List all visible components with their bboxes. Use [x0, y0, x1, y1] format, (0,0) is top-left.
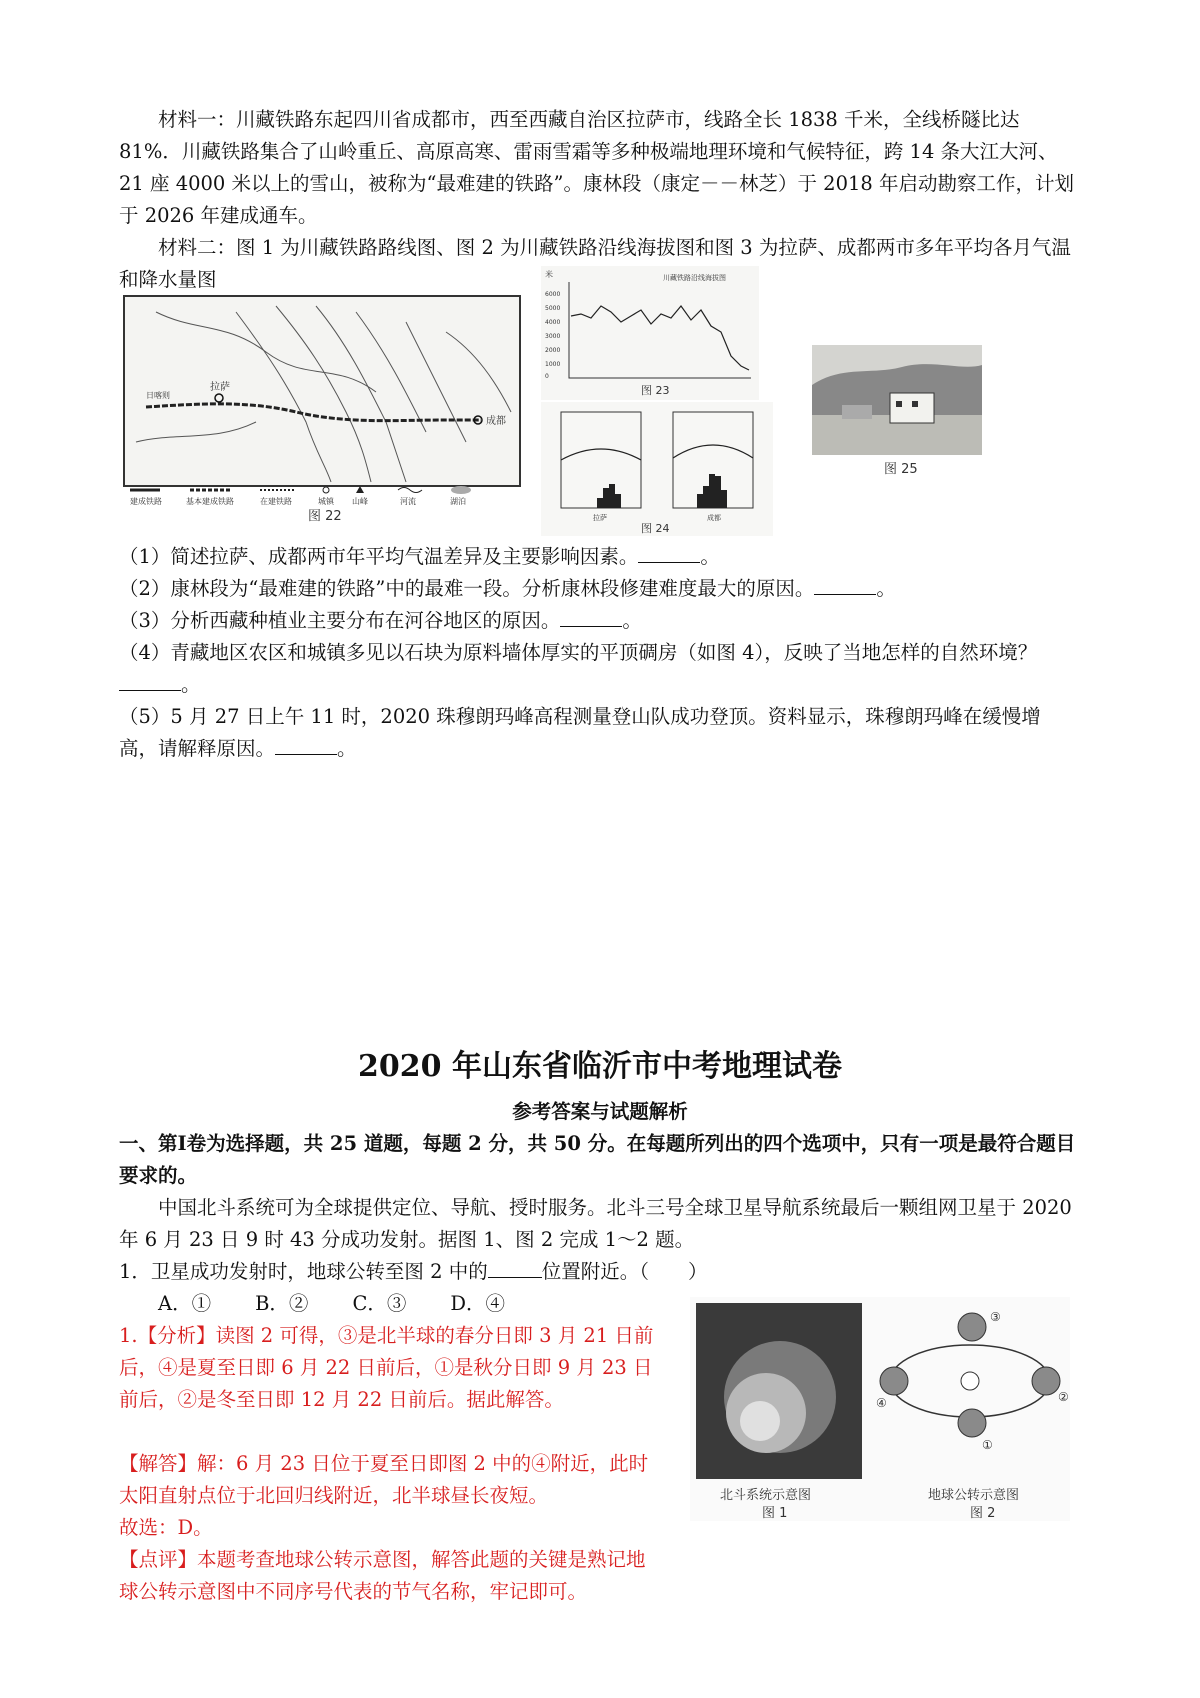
analysis: 1.【分析】读图 2 可得，③是北半球的春分日即 3 月 21 日前后，④是夏至日即 6 月 22 日前后，①是秋分日即 9 月 23 日前后，②是冬至日即 12 月 22 日前后。据此解答。 — [119, 1324, 654, 1411]
chengdu-precip-bar — [709, 474, 715, 508]
answer-blank — [275, 736, 337, 755]
chengdu-precip-bar — [721, 490, 727, 508]
end-mark: 。 — [181, 673, 201, 696]
answer: 【解答】解：6 月 23 日位于夏至日即图 2 中的④附近，此时太阳直射点位于北回归线附近，北半球昼长夜短。 — [119, 1452, 649, 1507]
question-1-stem — [119, 1256, 1079, 1288]
map-label-chengdu: 成都 — [486, 416, 506, 427]
profile-title: 川藏铁路沿线海拔图 — [663, 274, 726, 282]
profile-tick: 2000 — [545, 347, 561, 354]
question-3 — [119, 605, 1079, 637]
position-2-label: ② — [1058, 1390, 1069, 1404]
option-d: D．④ — [450, 1292, 505, 1315]
material-one: 材料一：川藏铁路东起四川省成都市，西至西藏自治区拉萨市，线路全长 1838 千米，全线桥隧比达81%．川藏铁路集合了山岭重丘、高原高寒、雷雨雪霜等多种极端地理环境和气候特征，跨 14 条大江大河、21 座 4000 米以上的雪山，被称为“最难建的铁路”。康林段（康定－－林芝）于 2018 年启动勘察工作，计划于 2026 年建成通车。 — [119, 108, 1074, 227]
question-2-text: （2）康林段为“最难建的铁路”中的最难一段。分析康林段修建难度最大的原因。 — [119, 577, 815, 600]
fig2-number: 图 2 — [970, 1506, 996, 1521]
fig1-number: 图 1 — [762, 1506, 788, 1521]
lhasa-precip-bar — [609, 484, 615, 508]
answer-blank — [119, 672, 181, 691]
exam-subtitle: 参考答案与试题解析 — [512, 1100, 688, 1123]
earth-position-4 — [880, 1367, 908, 1395]
option-a: A．① — [158, 1292, 212, 1315]
lhasa-precip-bar — [603, 488, 609, 508]
question-4 — [119, 637, 1079, 701]
earth-position-3 — [958, 1313, 986, 1341]
climate-city-lhasa: 拉萨 — [593, 514, 607, 522]
question-5-text: （5）5 月 27 日上午 11 时，2020 珠穆朗玛峰高程测量登山队成功登顶。资料显示，珠穆朗玛峰在缓慢增高，请解释原因。 — [119, 705, 1041, 760]
profile-tick: 5000 — [545, 305, 561, 312]
question-1-text: （1）简述拉萨、成都两市年平均气温差异及主要影响因素。 — [119, 545, 639, 568]
lhasa-precip-bar — [597, 498, 603, 508]
legend-river: 河流 — [400, 497, 416, 506]
option-c: C．③ — [352, 1292, 407, 1315]
fig1-caption: 北斗系统示意图 — [720, 1488, 812, 1503]
q1-before: 1．卫星成功发射时，地球公转至图 2 中的 — [119, 1260, 488, 1283]
climate-charts — [541, 402, 773, 536]
profile-tick: 4000 — [545, 319, 561, 326]
legend-basic: 基本建成铁路 — [186, 497, 234, 506]
profile-tick: 3000 — [545, 333, 561, 340]
exam-title: 2020 年山东省临沂市中考地理试卷 — [358, 1049, 842, 1084]
end-mark: 。 — [622, 609, 642, 632]
earth-position-2 — [1032, 1367, 1060, 1395]
q1-after: 位置附近。（ ） — [541, 1260, 708, 1283]
answer-blank — [814, 576, 876, 595]
answer-blank — [488, 1259, 542, 1278]
fig25-caption: 图 25 — [884, 462, 918, 477]
stone-house — [890, 393, 934, 423]
stone-house-photo — [812, 345, 982, 479]
question-2 — [119, 573, 1079, 605]
legend-building: 在建铁路 — [260, 497, 292, 506]
lhasa-precip-bar — [615, 494, 621, 508]
fig23-caption: 图 23 — [641, 384, 670, 397]
material-two: 材料二：图 1 为川藏铁路路线图、图 2 为川藏铁路沿线海拔图和图 3 为拉萨、成都两市多年平均各月气温和降水量图 — [119, 236, 1071, 291]
chengdu-precip-bar — [715, 476, 721, 508]
answer-blank — [560, 608, 622, 627]
profile-unit: 米 — [545, 270, 553, 279]
question-1 — [119, 541, 1079, 573]
profile-tick: 0 — [545, 373, 549, 380]
section-heading: 一、第Ⅰ卷为选择题，共 25 道题，每题 2 分，共 50 分。在每题所列出的四个选项中，只有一项是最符合题目要求的。 — [119, 1132, 1076, 1187]
question-4-text: （4）青藏地区农区和城镇多见以石块为原料墙体厚实的平顶碉房（如图 4），反映了当地怎样的自然环境？ — [119, 641, 1038, 664]
choice: 故选：D。 — [119, 1516, 213, 1539]
question-5 — [119, 701, 1079, 765]
earth-position-1 — [958, 1409, 986, 1437]
profile-tick: 1000 — [545, 361, 561, 368]
legend-town: 城镇 — [318, 497, 334, 506]
railway-route-map — [116, 292, 528, 524]
question-3-text: （3）分析西藏种植业主要分布在河谷地区的原因。 — [119, 609, 561, 632]
option-b: B．② — [255, 1292, 309, 1315]
chengdu-precip-bar — [703, 486, 709, 508]
fig22-caption: 图 22 — [308, 509, 342, 524]
position-1-label: ① — [982, 1438, 993, 1452]
profile-tick: 6000 — [545, 291, 561, 298]
options — [158, 1288, 758, 1320]
legend-lake: 湖泊 — [450, 497, 466, 506]
map-legend — [130, 486, 471, 506]
elevation-profile — [541, 266, 759, 400]
map-label-lhasa: 拉萨 — [210, 382, 230, 393]
fig2-caption: 地球公转示意图 — [928, 1488, 1020, 1503]
legend-peak: 山峰 — [352, 497, 368, 506]
position-3-label: ③ — [990, 1310, 1001, 1324]
satellite-and-orbit-figures — [690, 1297, 1070, 1521]
climate-city-chengdu: 成都 — [707, 514, 721, 522]
legend-built: 建成铁路 — [130, 497, 162, 506]
map-label-rikaze: 日喀则 — [146, 391, 170, 400]
answer-blank — [638, 544, 700, 563]
end-mark: 。 — [700, 545, 720, 568]
chengdu-precip-bar — [697, 494, 703, 508]
fig24-caption: 图 24 — [641, 522, 670, 535]
intro-paragraph: 中国北斗系统可为全球提供定位、导航、授时服务。北斗三号全球卫星导航系统最后一颗组网卫星于 2020 年 6 月 23 日 9 时 43 分成功发射。据图 1、图 2 完成 1～2 题。 — [119, 1196, 1072, 1251]
end-mark: 。 — [337, 737, 357, 760]
end-mark: 。 — [876, 577, 896, 600]
position-4-label: ④ — [876, 1396, 887, 1410]
comment: 【点评】本题考查地球公转示意图，解答此题的关键是熟记地球公转示意图中不同序号代表的节气名称，牢记即可。 — [119, 1548, 646, 1603]
